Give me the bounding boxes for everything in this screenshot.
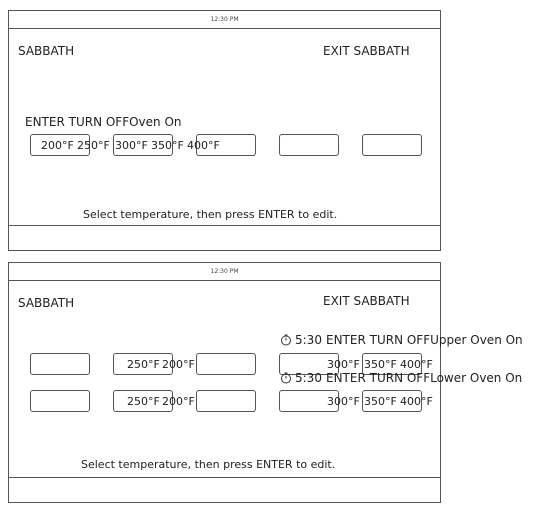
temperature-label-350: 350°F [151, 139, 184, 152]
clock-time: 12:30 PM [210, 16, 239, 23]
footer-bar [9, 225, 440, 250]
upper-oven-label-350: 350°F [364, 358, 397, 371]
exit-sabbath-button[interactable]: EXIT SABBATH [323, 294, 410, 308]
temperature-label-250: 250°F [77, 139, 110, 152]
lower-oven-status[interactable]: ENTER TURN OFFLower Oven On [326, 371, 523, 385]
sabbath-mode-label: SABBATH [18, 296, 75, 310]
clock-icon [280, 334, 292, 346]
lower-oven-label-400: 400°F [400, 395, 433, 408]
status-bar [9, 263, 440, 281]
lower-oven-label-200: 200°F [162, 395, 195, 408]
upper-oven-button-3[interactable] [196, 353, 256, 375]
instruction-text: Select temperature, then press ENTER to edit. [83, 208, 338, 221]
upper-oven-label-300: 300°F [327, 358, 360, 371]
sabbath-panel-single-oven [8, 10, 441, 251]
lower-oven-timer: 5:30 [295, 371, 322, 385]
lower-oven-label-300: 300°F [327, 395, 360, 408]
upper-oven-label-250: 250°F [127, 358, 160, 371]
clock-time: 12:30 PM [210, 268, 239, 275]
upper-oven-label-200: 200°F [162, 358, 195, 371]
status-bar [9, 11, 440, 29]
temperature-button-empty-2[interactable] [362, 134, 422, 156]
temperature-label-200: 200°F [41, 139, 74, 152]
temperature-button-empty-1[interactable] [279, 134, 339, 156]
footer-bar [9, 477, 440, 502]
oven-status-line[interactable]: ENTER TURN OFFOven On [25, 115, 182, 129]
lower-oven-button-1[interactable] [30, 390, 90, 412]
upper-oven-status[interactable]: ENTER TURN OFFUpper Oven On [326, 333, 523, 347]
lower-oven-button-3[interactable] [196, 390, 256, 412]
sabbath-mode-label: SABBATH [18, 44, 75, 58]
sabbath-panel-double-oven [8, 262, 523, 503]
lower-oven-label-350: 350°F [364, 395, 397, 408]
clock-icon [280, 372, 292, 384]
instruction-text: Select temperature, then press ENTER to edit. [81, 458, 336, 471]
exit-sabbath-button[interactable]: EXIT SABBATH [323, 44, 410, 58]
temperature-label-400: 400°F [187, 139, 220, 152]
upper-oven-label-400: 400°F [400, 358, 433, 371]
lower-oven-label-250: 250°F [127, 395, 160, 408]
upper-oven-timer: 5:30 [295, 333, 322, 347]
upper-oven-button-1[interactable] [30, 353, 90, 375]
temperature-label-300: 300°F [115, 139, 148, 152]
